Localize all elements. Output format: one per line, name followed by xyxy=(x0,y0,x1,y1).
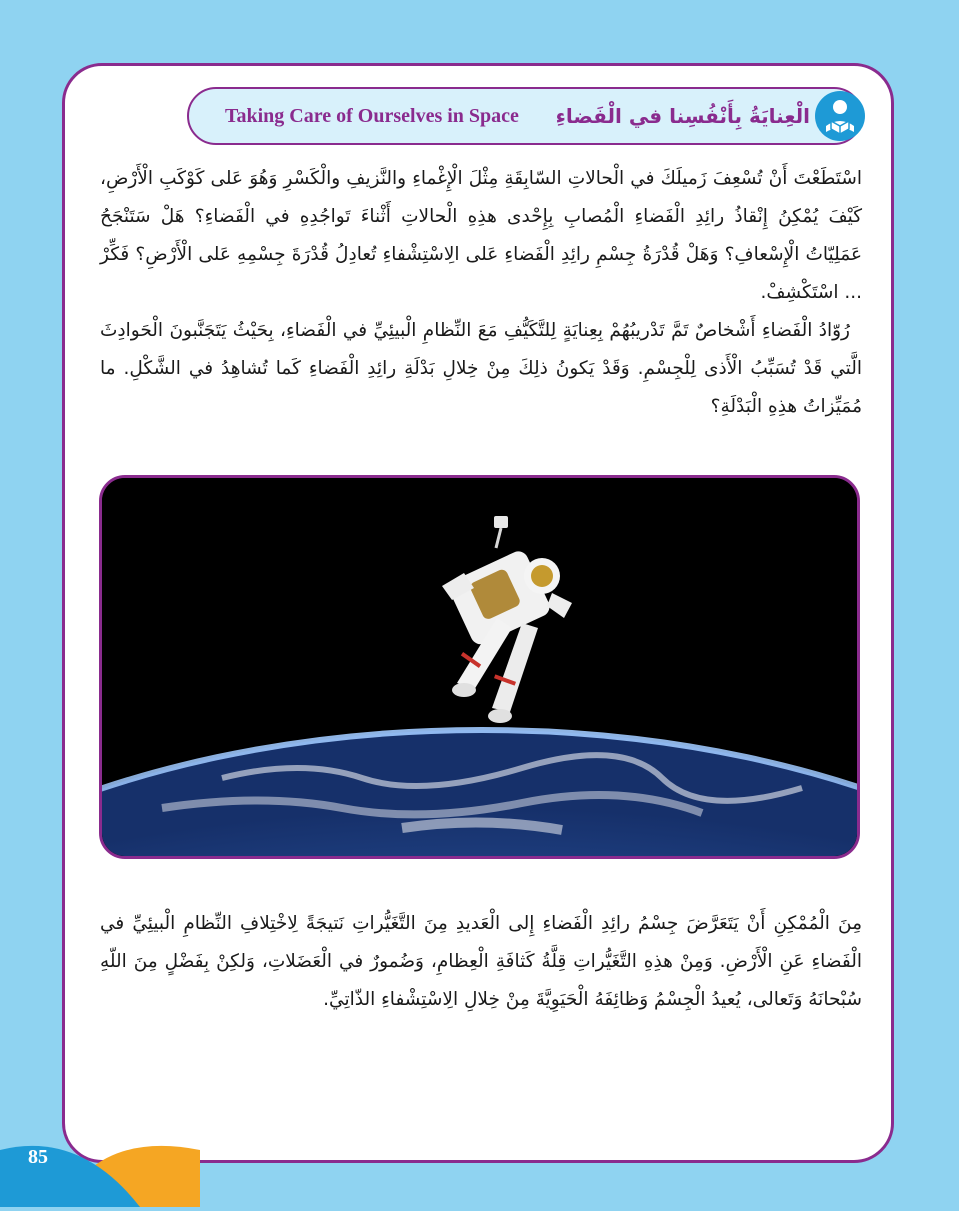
astronauts-paragraph: رُوّادُ الْفَضاءِ أَشْخاصٌ تَمَّ تَدْريبُهُمْ بِعِنايَةٍ لِلتَّكَيُّفِ مَعَ النِّظامِ الْبيئِيِّ في الْفَضاءِ، بِحَيْثُ يَتَجَنَّبونَ الْحَوادِثَ الَّتي قَدْ تُسَبِّبُ الْأَذى لِلْجِسْمِ. وَقَدْ يَكونُ ذلِكَ مِنْ خِلالِ بَدْلَةِ رائِدِ الْفَضاءِ كَما تُشاهِدُ في الشَّكْلِ. ما مُمَيِّزاتُ هذِهِ الْبَدْلَةِ؟ xyxy=(100,320,862,417)
body-changes-paragraph: مِنَ الْمُمْكِنِ أَنْ يَتَعَرَّضَ جِسْمُ رائِدِ الْفَضاءِ إِلى الْعَديدِ مِنَ التَّغَيُّراتِ نَتيجَةً لِاخْتِلافِ النِّظامِ الْبيئِيِّ في الْفَضاءِ عَنِ الْأَرْضِ. وَمِنْ هذِهِ التَّغَيُّراتِ قِلَّةُ كَثافَةِ الْعِظامِ، وَضُمورٌ في الْعَضَلاتِ، وَلكِنْ بِفَضْلٍ مِنَ اللّهِ سُبْحانَهُ وَتَعالى، يُعيدُ الْجِسْمُ وَظائِفَهُ الْحَيَوِيَّةَ مِنْ خِلالِ الِاسْتِشْفاءِ الذّاتِيِّ. xyxy=(100,913,862,1010)
section-title-row xyxy=(225,99,810,133)
section-title-arabic: الْعِنايَةُ بِأَنْفُسِنا في الْفَضاءِ xyxy=(555,104,810,128)
section-title-english: Taking Care of Ourselves in Space xyxy=(225,104,519,127)
page-number: 85 xyxy=(28,1146,48,1168)
reading-child-icon xyxy=(814,90,866,142)
astronaut-photo xyxy=(99,475,860,859)
intro-paragraph: اسْتَطَعْتَ أَنْ تُسْعِفَ زَميلَكَ في الْحالاتِ السّابِقَةِ مِثْلَ الْإِغْماءِ والنَّزيفِ والْكَسْرِ وَهُوَ عَلى كَوْكَبِ الْأَرْضِ، كَيْفَ يُمْكِنُ إِنْقاذُ رائِدِ الْفَضاءِ الْمُصابِ بِإِحْدى هذِهِ الْحالاتِ أَثْناءَ تَواجُدِهِ في الْفَضاءِ؟ هَلْ سَتَنْجَحُ عَمَلِيّاتُ الْإِسْعافِ؟ وَهَلْ قُدْرَةُ جِسْمِ رائِدِ الْفَضاءِ عَلى الِاسْتِشْفاءِ تُعادِلُ قُدْرَةَ جِسْمِهِ عَلى الْأَرْضِ؟ فَكِّرْ ... اسْتَكْشِفْ. xyxy=(100,168,862,303)
